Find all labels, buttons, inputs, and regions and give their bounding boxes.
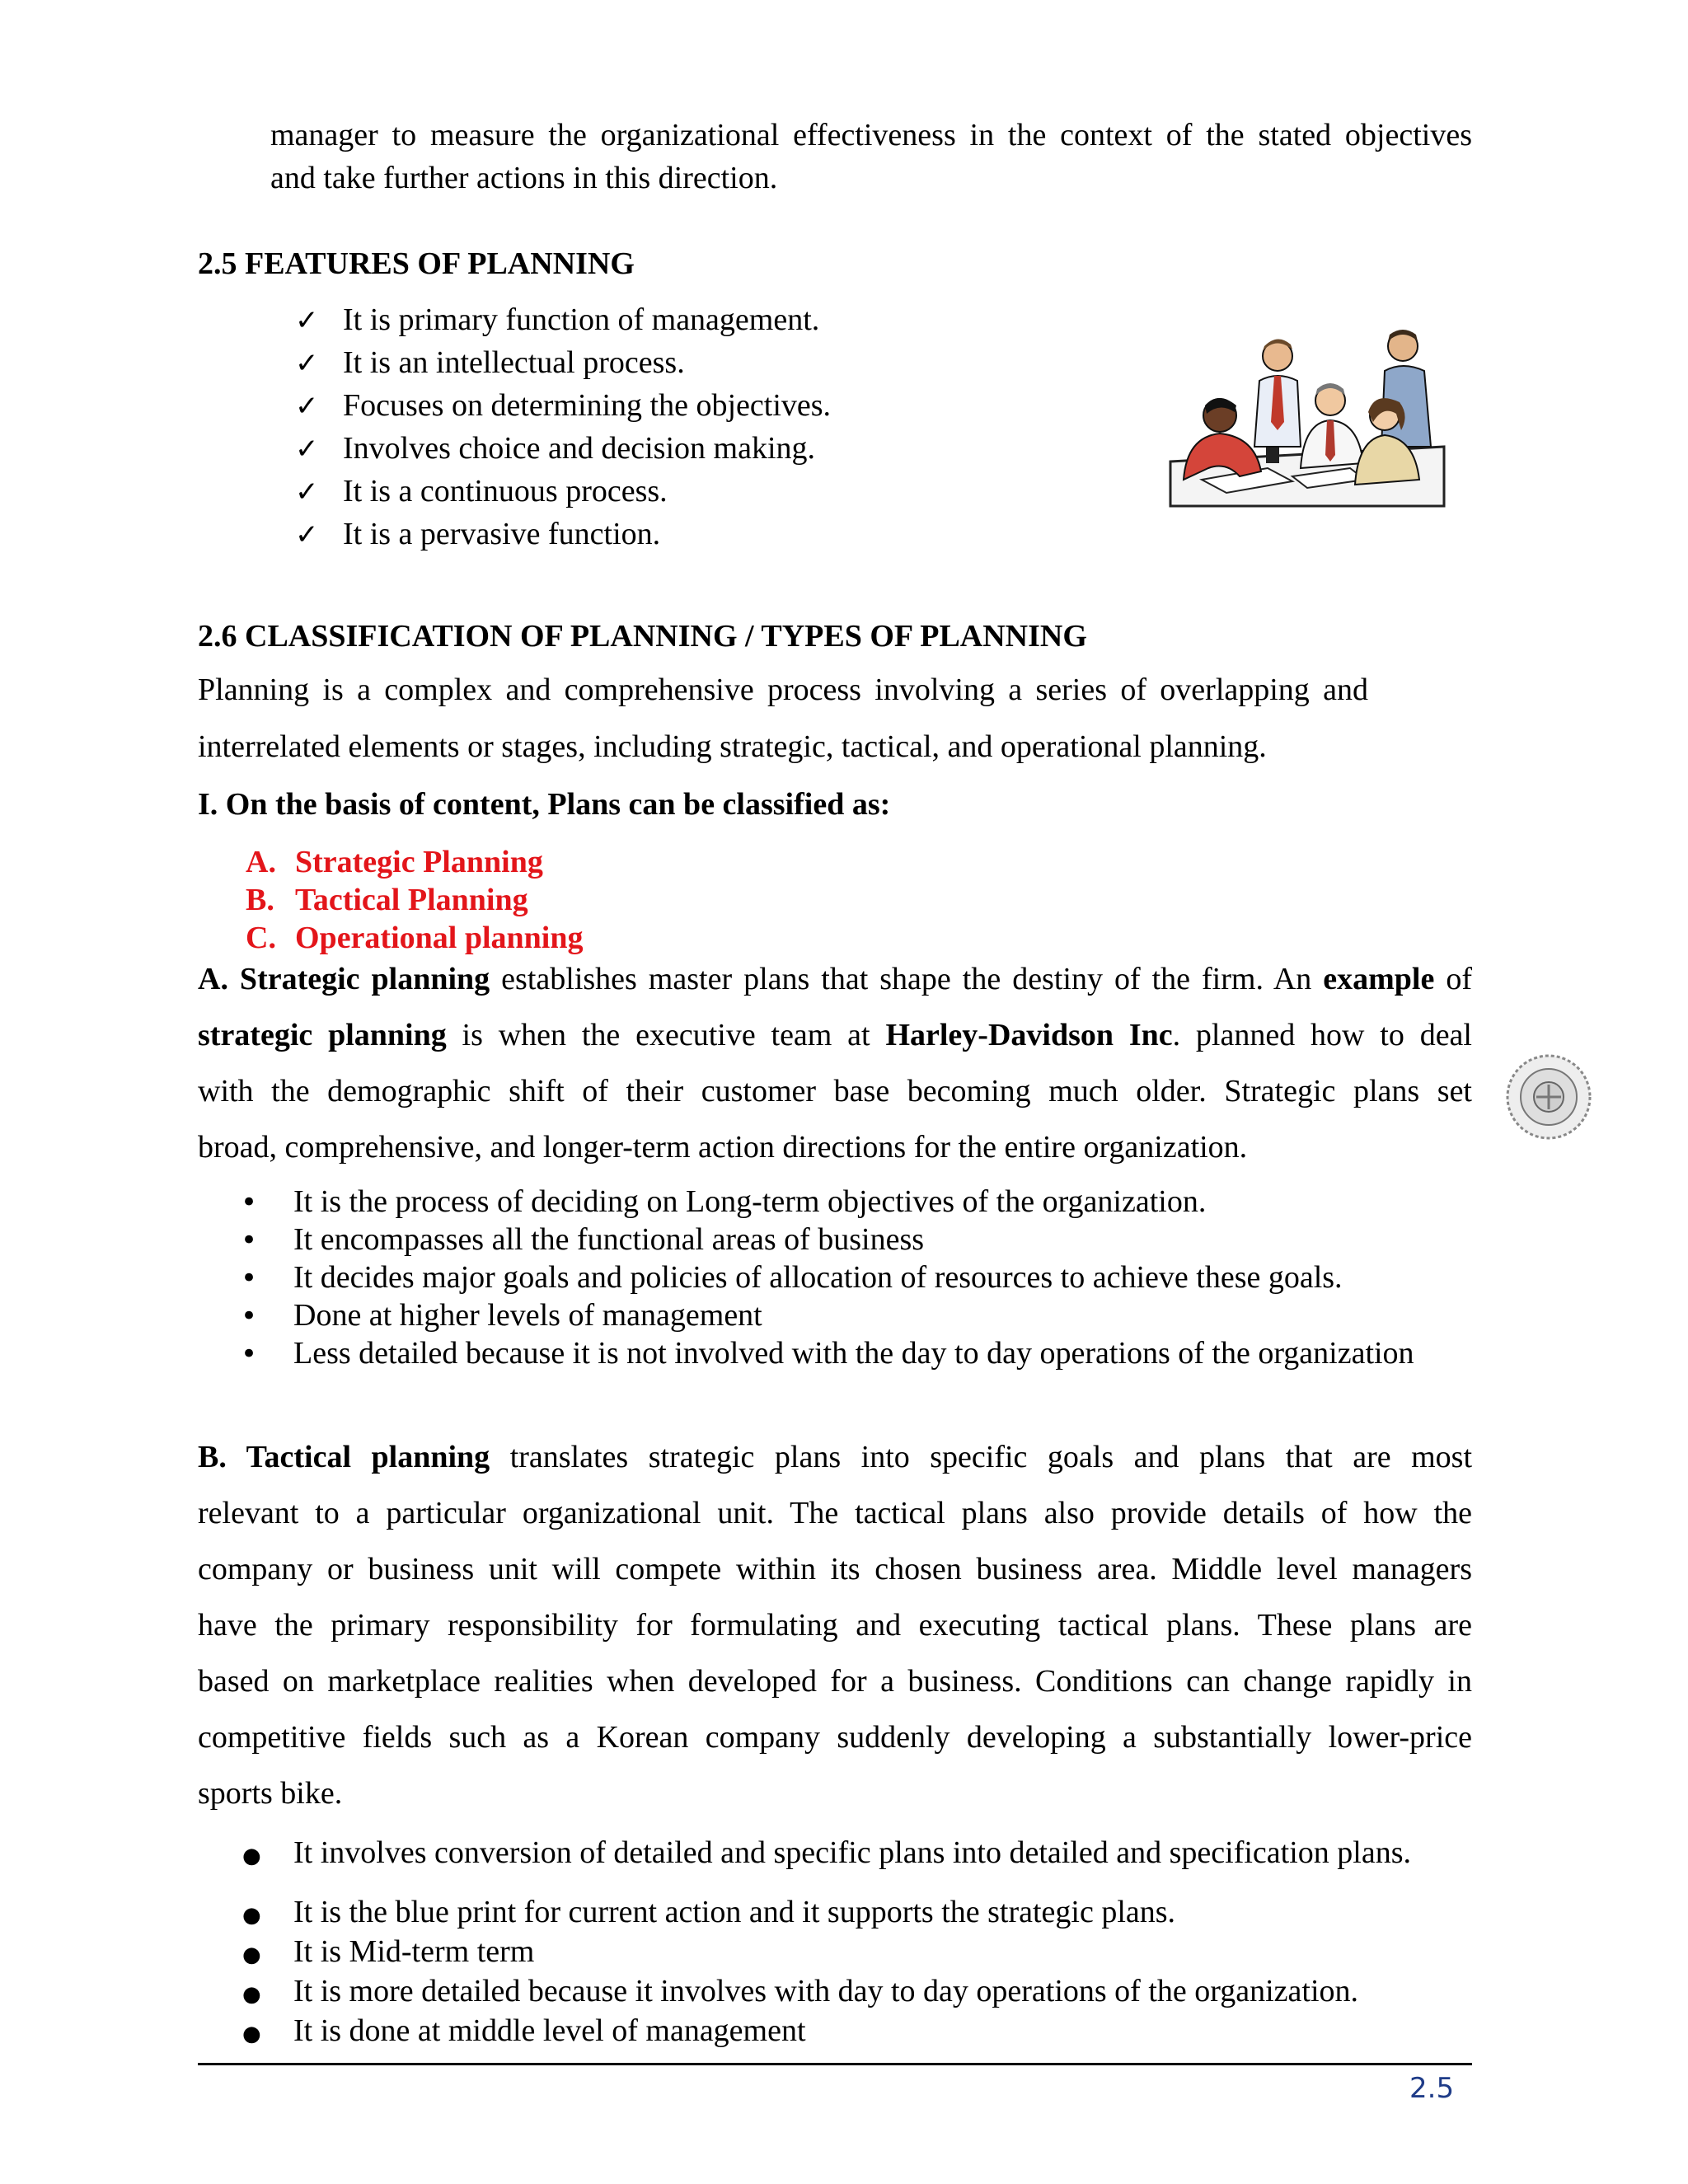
planning-type-item: B. Tactical Planning — [246, 883, 528, 917]
strategic-line-4: broad, comprehensive, and longer-term action directions for the entire organization. — [198, 1130, 1248, 1165]
planning-type-item: A. Strategic Planning — [246, 845, 543, 879]
intro-line-1: manager to measure the organizational effectiveness in the context of the stated objectives — [270, 118, 1472, 152]
business-meeting-illustration — [1169, 323, 1446, 513]
planning-type-item: C. Operational planning — [246, 921, 584, 955]
classification-heading: 2.6 CLASSIFICATION OF PLANNING / TYPES OF PLANNING — [198, 619, 1087, 654]
bullet-icon: • — [241, 1186, 258, 1219]
footer-rule — [198, 2063, 1472, 2065]
list-item: ● It is Mid-term term — [242, 1934, 535, 1969]
tactical-line-3: company or business unit will compete within its chosen business area. Middle level managers — [198, 1552, 1472, 1586]
bullet-icon: ● — [242, 1844, 261, 1868]
list-item: ● It is the blue print for current action and it supports the strategic plans. — [242, 1895, 1176, 1929]
strategic-line-1: A. Strategic planning establishes master plans that shape the destiny of the firm. An example of — [198, 962, 1473, 996]
bullet-icon: • — [241, 1300, 258, 1333]
features-heading: 2.5 FEATURES OF PLANNING — [198, 246, 635, 281]
tactical-line-5: based on marketplace realities when developed for a business. Conditions can change rapidly in — [198, 1664, 1472, 1699]
bullet-icon: • — [241, 1338, 258, 1371]
list-item: • It decides major goals and policies of allocation of resources to achieve these goals. — [241, 1260, 1343, 1295]
list-item: • It is the process of deciding on Long-term objectives of the organization. — [241, 1184, 1207, 1219]
list-item: ● It is more detailed because it involves with day to day operations of the organization. — [242, 1974, 1358, 2008]
checklist-item: ✓ It is a pervasive function. — [295, 517, 661, 551]
check-icon: ✓ — [295, 433, 319, 466]
bullet-icon: ● — [242, 1982, 261, 2007]
tactical-line-2: relevant to a particular organizational unit. The tactical plans also provide details of how the — [198, 1496, 1472, 1530]
checklist-item: ✓ It is a continuous process. — [295, 474, 668, 509]
list-item: • Done at higher levels of management — [241, 1298, 762, 1333]
seal-stamp-icon — [1503, 1052, 1594, 1142]
bullet-icon: ● — [242, 1903, 261, 1928]
basis-heading: I. On the basis of content, Plans can be classified as: — [198, 787, 891, 822]
tactical-line-4: have the primary responsibility for formulating and executing tactical plans. These plans are — [198, 1608, 1472, 1643]
bullet-icon: ● — [242, 2022, 261, 2046]
bullet-icon: ● — [242, 1943, 261, 1967]
classification-para-line-2: interrelated elements or stages, including strategic, tactical, and operational planning. — [198, 729, 1267, 764]
page-number: 2.5 — [1409, 2072, 1455, 2105]
strategic-line-3: with the demographic shift of their customer base becoming much older. Strategic plans set — [198, 1074, 1472, 1108]
tactical-line-6: competitive fields such as a Korean company suddenly developing a substantially lower-price — [198, 1720, 1472, 1755]
list-item: ● It is done at middle level of management — [242, 2013, 806, 2048]
tactical-line-1: B. Tactical planning translates strategic plans into specific goals and plans that are most — [198, 1440, 1473, 1474]
list-item: • Less detailed because it is not involved with the day to day operations of the organization — [241, 1336, 1414, 1371]
check-icon: ✓ — [295, 518, 319, 551]
check-icon: ✓ — [295, 347, 319, 380]
strategic-line-2: strategic planning is when the executive team at Harley-Davidson Inc. planned how to deal — [198, 1018, 1472, 1052]
check-icon: ✓ — [295, 476, 319, 509]
checklist-item: ✓ Involves choice and decision making. — [295, 431, 816, 466]
list-item: ● It involves conversion of detailed and specific plans into detailed and specification plans. — [242, 1835, 1411, 1870]
bullet-icon: • — [241, 1262, 258, 1295]
classification-para-line-1: Planning is a complex and comprehensive process involving a series of overlapping and — [198, 673, 1368, 707]
check-icon: ✓ — [295, 390, 319, 423]
bullet-icon: • — [241, 1224, 258, 1257]
intro-line-2: and take further actions in this direction. — [270, 161, 778, 195]
checklist-item: ✓ It is an intellectual process. — [295, 345, 685, 380]
check-icon: ✓ — [295, 304, 319, 337]
checklist-item: ✓ Focuses on determining the objectives. — [295, 388, 832, 423]
list-item: • It encompasses all the functional areas of business — [241, 1222, 925, 1257]
checklist-item: ✓ It is primary function of management. — [295, 302, 820, 337]
tactical-line-7: sports bike. — [198, 1776, 343, 1811]
